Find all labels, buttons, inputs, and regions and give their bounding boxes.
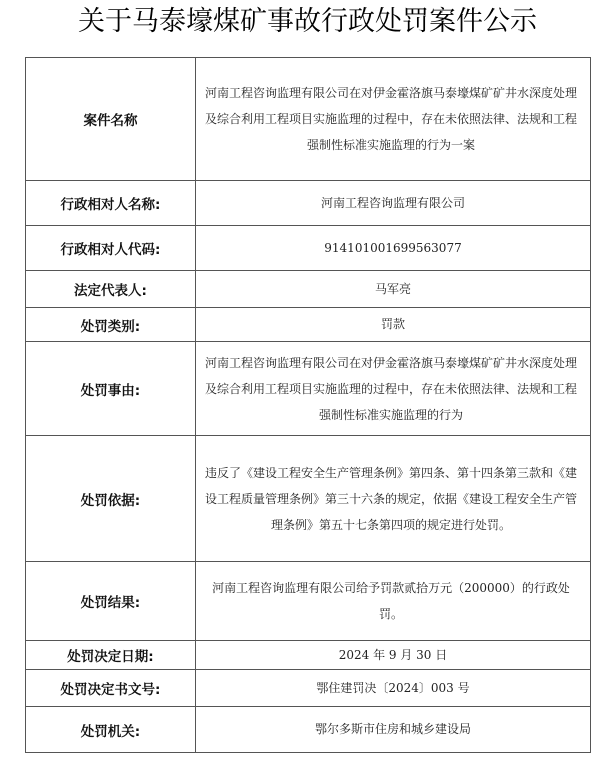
row-label: 法定代表人: bbox=[26, 271, 196, 308]
page-title: 关于马泰壕煤矿事故行政处罚案件公示 bbox=[78, 6, 537, 37]
table-row-party-name bbox=[26, 181, 591, 226]
table-row-decision-date bbox=[26, 641, 591, 670]
row-label: 案件名称 bbox=[26, 58, 196, 181]
decision-number-value: 鄂住建罚决〔2024〕003 号 bbox=[196, 670, 591, 707]
row-label: 处罚依据: bbox=[26, 436, 196, 562]
penalty-record-table bbox=[25, 57, 591, 753]
penalty-type-value: 罚款 bbox=[196, 308, 591, 342]
table-row-penalty-result bbox=[26, 562, 591, 641]
table-row-penalty-authority bbox=[26, 707, 591, 753]
row-value bbox=[196, 562, 591, 641]
penalty-result-text: 河南工程咨询监理有限公司给予罚款贰拾万元（200000）的行政处罚。 bbox=[212, 581, 570, 621]
penalty-basis-text: 违反了《建设工程安全生产管理条例》第四条、第十四条第三款和《建设工程质量管理条例》第三十六条的规定，依据《建设工程安全生产管理条例》第五十七条第四项的规定进行处罚。 bbox=[204, 465, 577, 532]
row-value bbox=[196, 58, 591, 181]
row-label: 处罚结果: bbox=[26, 562, 196, 641]
row-label: 处罚机关: bbox=[26, 707, 196, 753]
legal-representative-value: 马军亮 bbox=[196, 271, 591, 308]
penalty-reason-text: 河南工程咨询监理有限公司在对伊金霍洛旗马泰壕煤矿矿井水深度处理及综合利用工程项目实施监理的过程中，存在未依照法律、法规和工程强制性标准实施监理的行为 bbox=[204, 355, 577, 422]
table-row-party-code bbox=[26, 226, 591, 271]
row-value bbox=[196, 342, 591, 436]
row-value bbox=[196, 436, 591, 562]
table-row-case-name bbox=[26, 58, 591, 181]
case-name-text: 河南工程咨询监理有限公司在对伊金霍洛旗马泰壕煤矿矿井水深度处理及综合利用工程项目实施监理的过程中，存在未依照法律、法规和工程强制性标准实施监理的行为一案 bbox=[204, 86, 577, 152]
table-row-penalty-type bbox=[26, 308, 591, 342]
row-label: 行政相对人名称: bbox=[26, 181, 196, 226]
row-label: 处罚决定书文号: bbox=[26, 670, 196, 707]
row-label: 处罚决定日期: bbox=[26, 641, 196, 670]
table-row-decision-number bbox=[26, 670, 591, 707]
decision-date-value: 2024 年 9 月 30 日 bbox=[196, 641, 591, 670]
table-row-penalty-basis bbox=[26, 436, 591, 562]
row-label: 处罚事由: bbox=[26, 342, 196, 436]
party-name-value: 河南工程咨询监理有限公司 bbox=[196, 181, 591, 226]
penalty-authority-value: 鄂尔多斯市住房和城乡建设局 bbox=[196, 707, 591, 753]
table-row-penalty-reason bbox=[26, 342, 591, 436]
table-row-legal-representative bbox=[26, 271, 591, 308]
party-code-value: 914101001699563077 bbox=[196, 226, 591, 271]
row-label: 行政相对人代码: bbox=[26, 226, 196, 271]
row-label: 处罚类别: bbox=[26, 308, 196, 342]
